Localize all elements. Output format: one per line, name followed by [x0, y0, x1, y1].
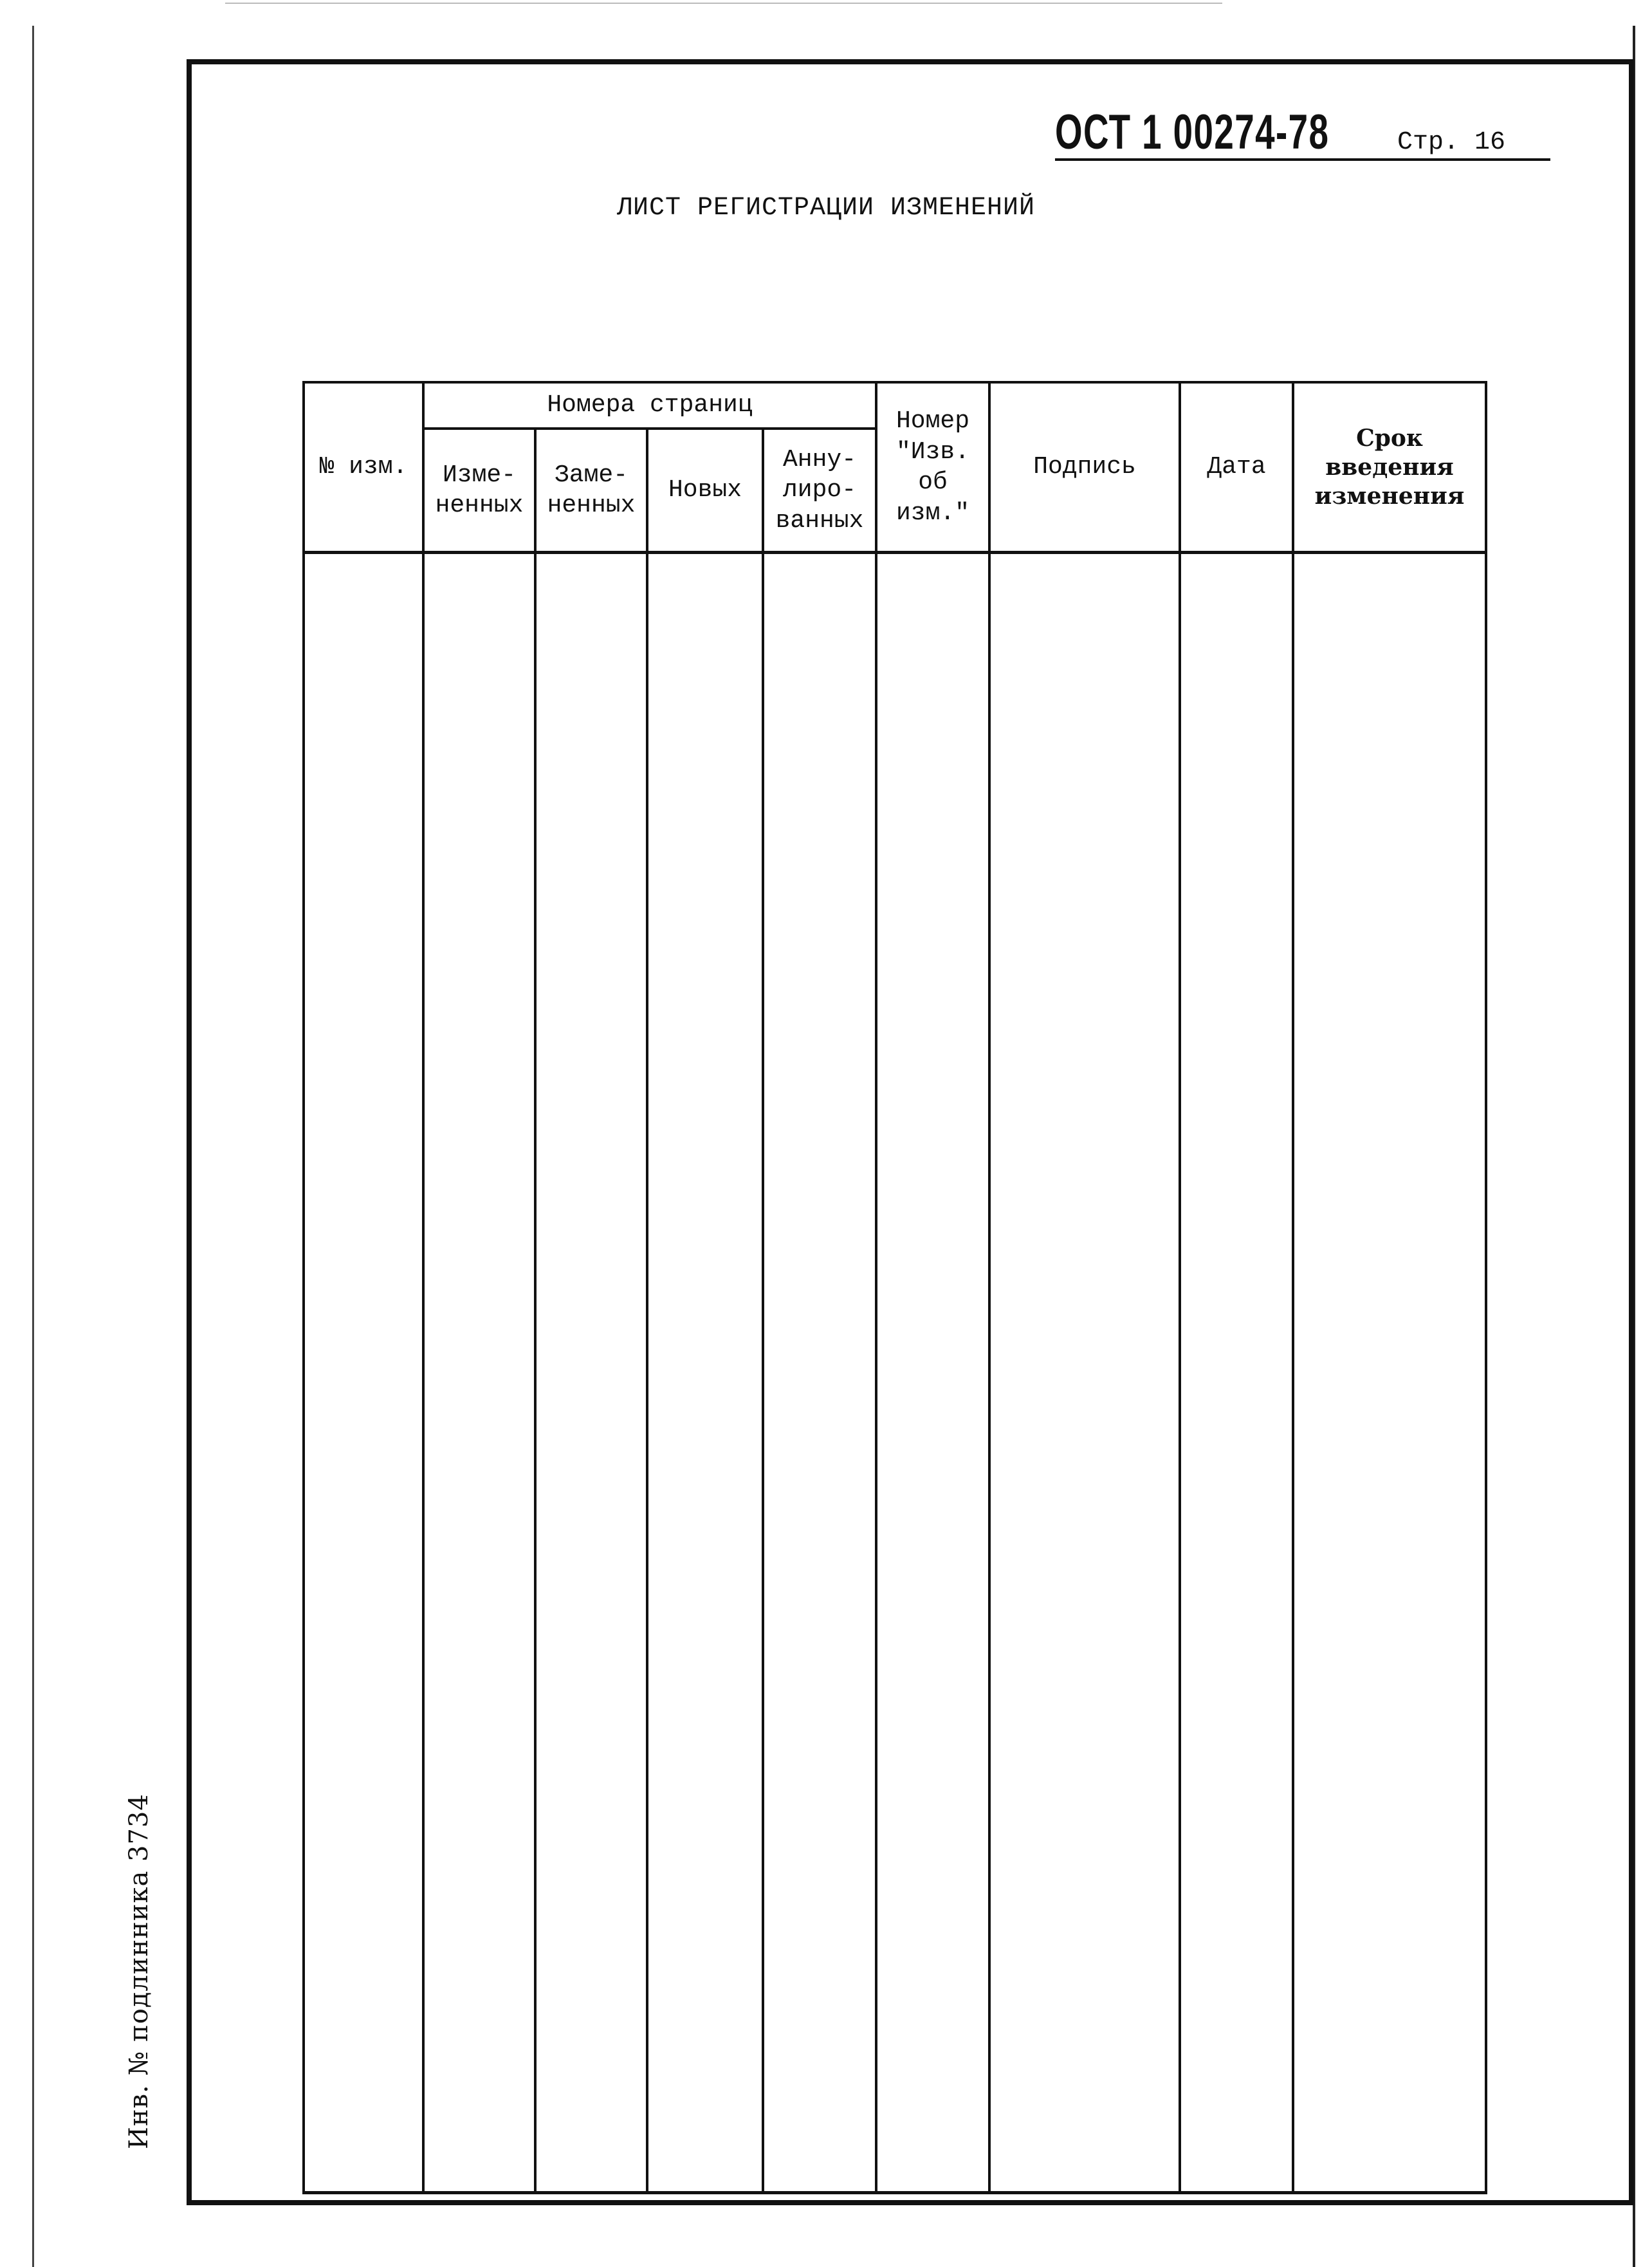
- sheet-title: ЛИСТ РЕГИСТРАЦИИ ИЗМЕНЕНИЙ: [616, 194, 1036, 223]
- document-code: ОСТ 1 00274-78: [1055, 105, 1330, 160]
- cell-changed: [423, 553, 535, 2193]
- cell-effective-term: [1293, 553, 1486, 2193]
- table-row: [304, 553, 1486, 2193]
- col-header-changed: Изме- ненных: [423, 429, 535, 553]
- col-header-effective-term: Срок введения изменения: [1293, 382, 1486, 553]
- col-header-notice-number: Номер "Изв. об изм.": [876, 382, 989, 553]
- scan-edge-left: [32, 26, 34, 2267]
- col-header-signature: Подпись: [989, 382, 1180, 553]
- document-header: [1055, 97, 1550, 161]
- cell-signature: [989, 553, 1180, 2193]
- page-number: Стр. 16: [1397, 128, 1505, 157]
- col-header-replaced: Заме- ненных: [535, 429, 647, 553]
- cell-annulled: [763, 553, 876, 2193]
- cell-notice-number: [876, 553, 989, 2193]
- col-header-change-number: № изм.: [304, 382, 423, 553]
- col-header-new: Новых: [647, 429, 763, 553]
- change-registration-table: [302, 381, 1487, 2194]
- col-group-page-numbers: Номера страниц: [423, 382, 876, 429]
- cell-date: [1180, 553, 1293, 2193]
- cell-replaced: [535, 553, 647, 2193]
- cell-change-number: [304, 553, 423, 2193]
- inventory-number-note: Инв. № подлинника 3734: [124, 1793, 154, 2149]
- col-header-date: Дата: [1180, 382, 1293, 553]
- cell-new: [647, 553, 763, 2193]
- scan-edge-top: [225, 3, 1222, 4]
- col-header-annulled: Анну- лиро- ванных: [763, 429, 876, 553]
